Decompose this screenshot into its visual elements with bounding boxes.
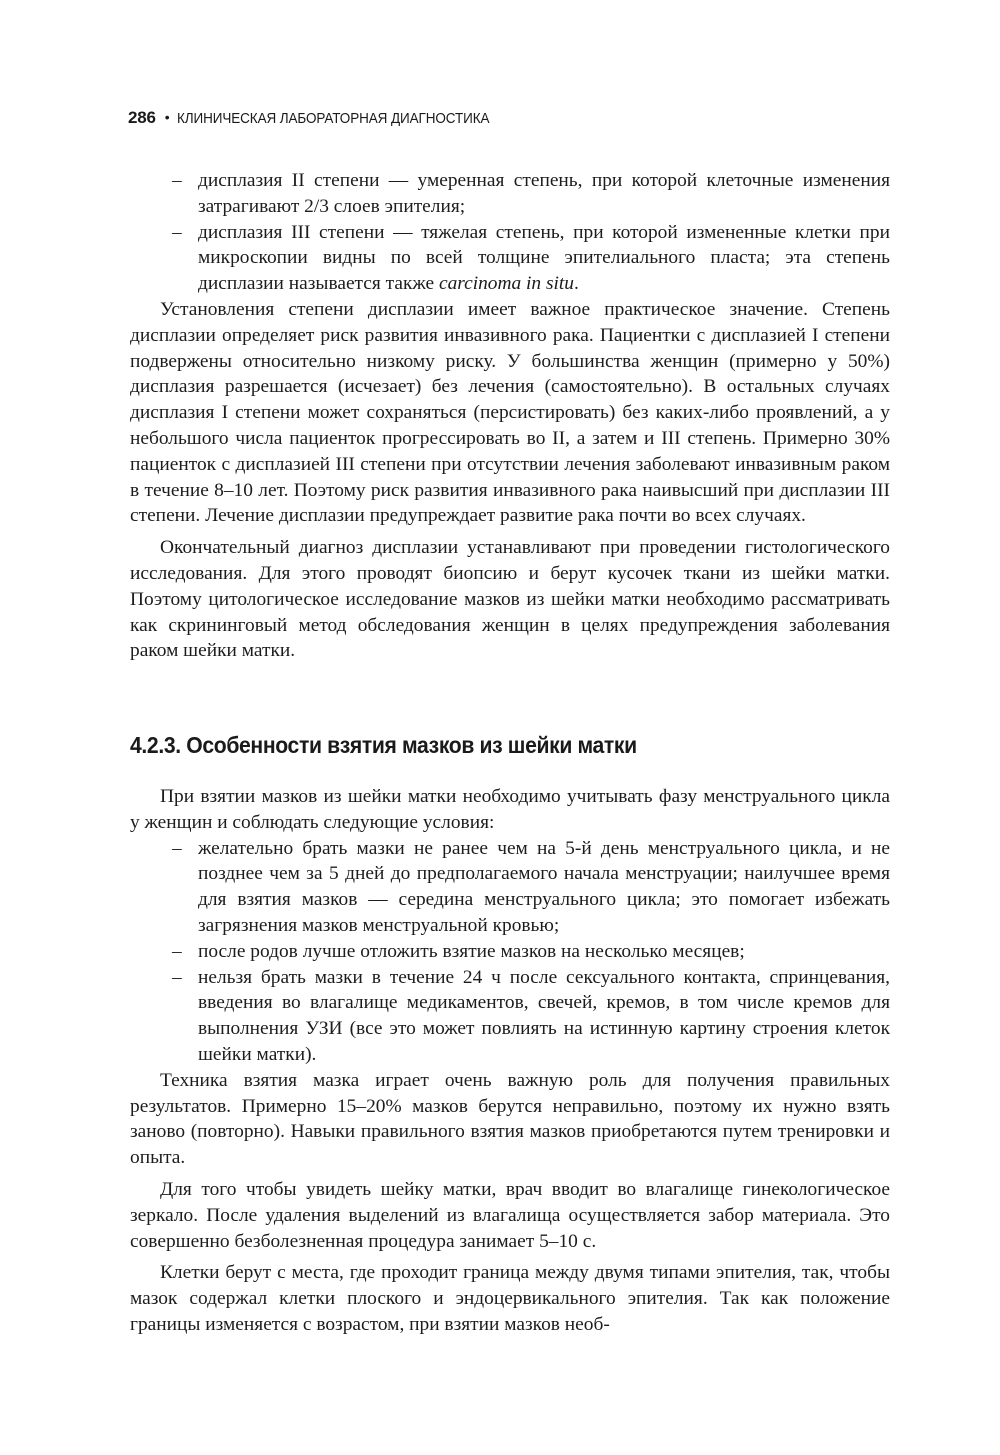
section-title: 4.2.3. Особенности взятия мазков из шейки матки <box>130 732 637 758</box>
list-item: – нельзя брать мазки в течение 24 ч после сексуального контакта, спринцевания, введения во влагалище медикаментов, свечей, кремов, в том числе кремов для выполнения УЗИ (все это может повлиять на истинную картину строения клеток шейки матки). <box>198 965 890 1068</box>
paragraph: Техника взятия мазка играет очень важную роль для получения правильных результатов. Примерно 15–20% мазков берутся неправильно, поэтому их нужно взять заново (повторно). Навыки правильного взятия мазков приобретаются путем тренировки и опыта. <box>130 1069 890 1169</box>
header-bullet: • <box>164 109 170 125</box>
list-item: – дисплазия II степени — умеренная степень, при которой клеточные изменения затрагивают 2/3 слоев эпителия; <box>198 168 890 220</box>
body-text-section <box>130 784 890 1338</box>
paragraph: Окончательный диагноз дисплазии устанавливают при проведении гистологического исследования. Для этого проводят биопсию и берут кусочек ткани из шейки матки. Поэтому цитологическое исследование мазков из шейки матки необходимо рассматривать как скрининговый метод обследования женщин в целях предупреждения заболевания раком шейки матки. <box>130 537 890 662</box>
body-text-top <box>130 168 890 664</box>
list-item: – после родов лучше отложить взятие мазков на несколько месяцев; <box>198 939 890 965</box>
paragraph: Для того чтобы увидеть шейку матки, врач вводит во влагалище гинекологическое зеркало. После удаления выделений из влагалища осуществляется забор материала. Это совершенно безболезненная процедура занимает 5–10 с. <box>130 1178 890 1252</box>
paragraph: Установления степени дисплазии имеет важное практическое значение. Степень дисплазии определяет риск развития инвазивного рака. Пациентки с дисплазией I степени подвержены относительно низкому риску. У большинства женщин (примерно у 50%) дисплазия разрешается (исчезает) без лечения (самостоятельно). В остальных случаях дисплазия I степени может сохраняться (персистировать) без каких-либо проявлений, а у небольшого числа пациенток прогрессировать во II, а затем и III степень. Примерно 30% пациенток с дисплазией III степени при отсутствии лечения заболевают инвазивным раком в течение 8–10 лет. Поэтому риск развития инвазивного рака наивысший при дисплазии III степени. Лечение дисплазии предупреждает развитие рака почти во всех случаях. <box>130 298 890 527</box>
running-title: КЛИНИЧЕСКАЯ ЛАБОРАТОРНАЯ ДИАГНОСТИКА <box>176 111 490 127</box>
conditions-list <box>130 836 890 1068</box>
list-item: – желательно брать мазки не ранее чем на 5-й день менструального цикла, и не позднее чем за 5 дней до предполагаемого начала менструации; наилучшее время для взятия мазков — середина менструального цикла; это помогает избежать загрязнения мазков менструальной кровью; <box>198 836 890 939</box>
section-heading <box>130 732 890 759</box>
latin-term: carcinoma in situ <box>438 273 574 295</box>
dysplasia-grade-list <box>130 168 890 297</box>
paragraph: При взятии мазков из шейки матки необходимо учитывать фазу менструального цикла у женщин и соблюдать следующие условия: <box>130 786 890 833</box>
running-header <box>128 108 888 128</box>
paragraph: Клетки берут с места, где проходит граница между двумя типами эпителия, так, чтобы мазок содержал клетки плоского и эндоцервикального эпителия. Так как положение границы изменяется с возрастом, при взятии мазков необ- <box>130 1262 890 1335</box>
page-number: 286 <box>128 108 156 127</box>
list-item: – дисплазия III степени — тяжелая степень, при которой измененные клетки при микроскопии видны по всей толщине эпителиального пласта; эта степень дисплазии называется также carcinoma in situ. <box>198 220 890 297</box>
